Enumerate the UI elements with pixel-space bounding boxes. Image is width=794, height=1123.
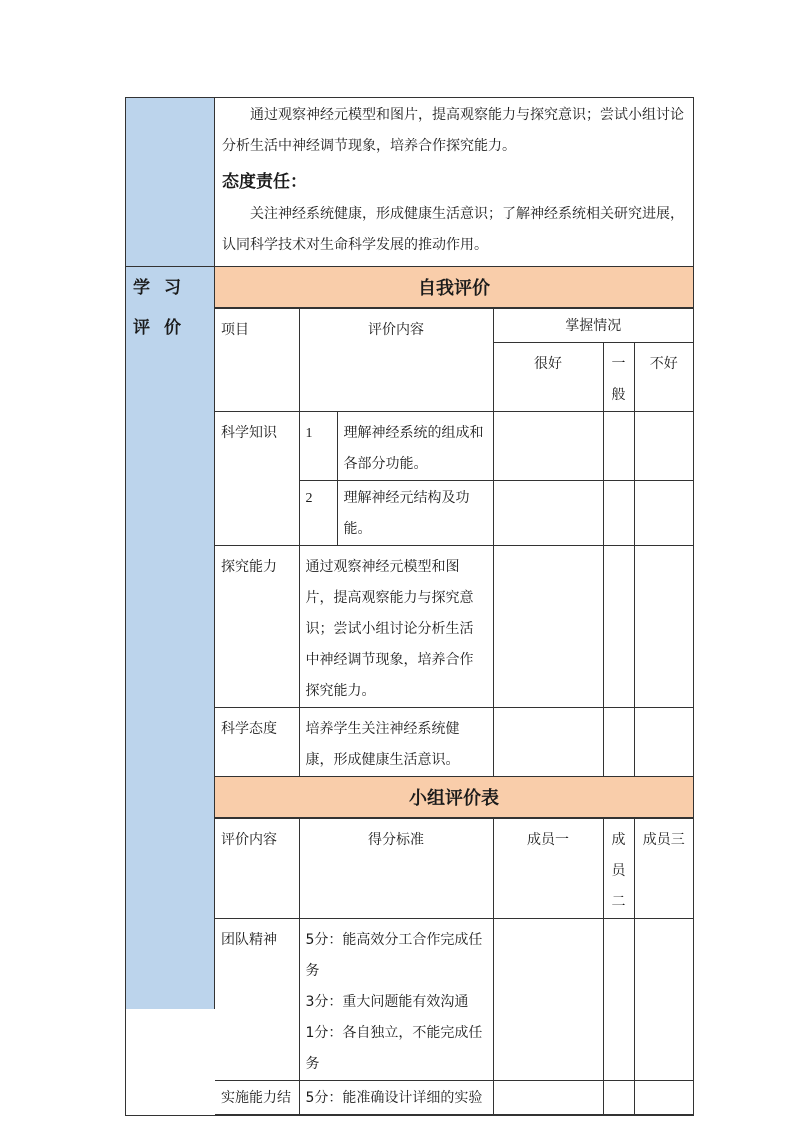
inquiry-bad	[634, 546, 693, 708]
team-standard-3: 3分：重大问题能有效沟通	[305, 994, 469, 1010]
k2-text: 理解神经元结构及功能。	[337, 481, 493, 546]
evaluation-document	[125, 97, 694, 1116]
self-eval-table	[215, 308, 693, 777]
group-header-member1: 成员一	[493, 819, 603, 919]
header-bad: 不好	[634, 343, 693, 412]
attitude-bad	[634, 708, 693, 777]
inquiry-text: 通过观察神经元模型和图片，提高观察能力与探究意识；尝试小组讨论分析生活中神经调节现象，培养合作探究能力。	[299, 546, 493, 708]
attitude-heading: 态度责任：	[222, 172, 307, 192]
inquiry-fair	[603, 546, 634, 708]
attitude-label: 科学态度	[215, 708, 299, 777]
team-label: 团队精神	[215, 919, 299, 1081]
group-header-member2: 成员二	[603, 819, 634, 919]
header-good: 很好	[493, 343, 603, 412]
learning-evaluation-label-cell	[126, 267, 215, 1009]
k1-bad	[634, 412, 693, 481]
group-header-standard: 得分标准	[299, 819, 493, 919]
k1-good	[493, 412, 603, 481]
impl-member2	[603, 1081, 634, 1115]
k2-fair	[603, 481, 634, 546]
header-mastery: 掌握情况	[493, 309, 693, 343]
attitude-fair	[603, 708, 634, 777]
evaluation-section	[126, 266, 693, 1115]
header-content: 评价内容	[299, 309, 493, 412]
team-member1	[493, 919, 603, 1081]
k2-bad	[634, 481, 693, 546]
team-standards	[299, 919, 493, 1081]
self-eval-title: 自我评价	[215, 267, 693, 308]
team-standard-1: 1分：各自独立，不能完成任务	[305, 1025, 483, 1072]
team-member2	[603, 919, 634, 1081]
objective-paragraph: 通过观察神经元模型和图片，提高观察能力与探究意识；尝试小组讨论分析生活中神经调节现象，培养合作探究能力。	[222, 107, 684, 154]
team-standard-5: 5分：能高效分工合作完成任务	[305, 932, 483, 979]
inquiry-good	[493, 546, 603, 708]
impl-member1	[493, 1081, 603, 1115]
k2-number: 2	[299, 481, 337, 546]
impl-label: 实施能力结	[215, 1081, 299, 1115]
k1-text: 理解神经系统的组成和各部分功能。	[337, 412, 493, 481]
objectives-section	[126, 98, 693, 266]
k1-fair	[603, 412, 634, 481]
objectives-content	[215, 98, 693, 266]
impl-standard-5: 5分：能准确设计详细的实验	[299, 1081, 493, 1115]
k1-number: 1	[299, 412, 337, 481]
left-col-blank	[126, 98, 215, 266]
knowledge-label: 科学知识	[215, 412, 299, 546]
team-member3	[634, 919, 693, 1081]
group-header-member3: 成员三	[634, 819, 693, 919]
learning-evaluation-label: 学习评价	[133, 278, 195, 338]
inquiry-label: 探究能力	[215, 546, 299, 708]
group-eval-table	[215, 818, 693, 1115]
header-fair: 一般	[603, 343, 634, 412]
group-eval-title: 小组评价表	[215, 777, 693, 818]
attitude-text: 培养学生关注神经系统健康，形成健康生活意识。	[299, 708, 493, 777]
header-item: 项目	[215, 309, 299, 412]
attitude-good	[493, 708, 603, 777]
group-header-content: 评价内容	[215, 819, 299, 919]
evaluation-content	[215, 267, 693, 1115]
k2-good	[493, 481, 603, 546]
attitude-paragraph: 关注神经系统健康，形成健康生活意识；了解神经系统相关研究进展，认同科学技术对生命科学发展的推动作用。	[222, 206, 684, 253]
impl-member3	[634, 1081, 693, 1115]
